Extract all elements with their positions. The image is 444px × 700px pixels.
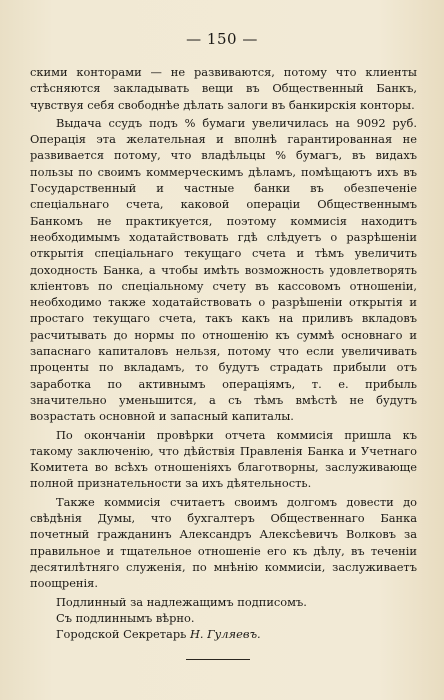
page-number: — 150 — <box>186 30 258 48</box>
signature-line-secretary <box>30 626 417 642</box>
secretary-name: Н. Гуляевъ. <box>189 627 261 642</box>
paragraph-1: скими конторами — не развиваются, потому что клиенты стѣсняются закладывать вещи въ Общественный Банкъ, чувствуя себя свободнѣе дѣлать залоги въ банкирскія конторы. <box>30 65 417 112</box>
document-body <box>30 64 417 642</box>
end-rule <box>186 659 250 660</box>
paragraph-4: Также коммисія считаетъ своимъ долгомъ довести до свѣдѣнія Думы, что бухгалтеръ Общественнаго Банка почетный гражданинъ Александръ Алексѣевичъ Волковъ за правильное и тщательное отношеніе его къ дѣлу, въ теченіи десятилѣтняго служенія, по мнѣнію коммисіи, заслуживаетъ поощренія. <box>30 494 417 591</box>
secretary-title: Городской Секретарь <box>56 627 187 642</box>
paragraph-2: Выдача ссудъ подъ % бумаги увеличилась на 9092 руб. Операція эта желательная и вполнѣ гарантированная не развивается потому, что владѣльцы % бумагъ, въ видахъ пользы по своимъ коммерческимъ дѣламъ, помѣщаютъ ихъ въ Государственный и частные банки въ обезпеченіе спеціальнаго счета, каковой операціи Общественнымъ Банкомъ не практикуется, поэтому коммисія находитъ необходимымъ ходатайствовать гдѣ слѣдуетъ о разрѣшеніи открытія спеціальнаго текущаго счета и тѣмъ увеличить доходность Банка, а чтобы имѣть возможность удовлетворять клiентовъ по спеціальному счету въ кассовомъ отношеніи, необходимо также ходатайствовать о разрѣшеніи открытія и простаго текущаго счета, такъ какъ на приливъ вкладовъ расчитывать до нормы по отношенію къ суммѣ основнаго и запаснаго капиталовъ нельзя, потому что если увеличивать проценты по вкладамъ, то будутъ страдать прибыли отъ заработка по активнымъ операціямъ, т. е. прибыль значительно уменьшится, а съ тѣмъ вмѣстѣ не будутъ возрастать основной и запасный капиталы. <box>30 115 417 424</box>
signature-line-original: Подлинный за надлежащимъ подписомъ. <box>56 594 307 609</box>
signature-line-certified: Съ подлиннымъ вѣрно. <box>56 610 195 625</box>
paragraph-3: По окончаніи провѣрки отчета коммисія пришла къ такому заключенію, что дѣйствія Правленія Банка и Учетнаго Комитета во всѣхъ отношеніяхъ благотворны, заслуживающе полной признательности за ихъ дѣятельность. <box>30 427 417 491</box>
